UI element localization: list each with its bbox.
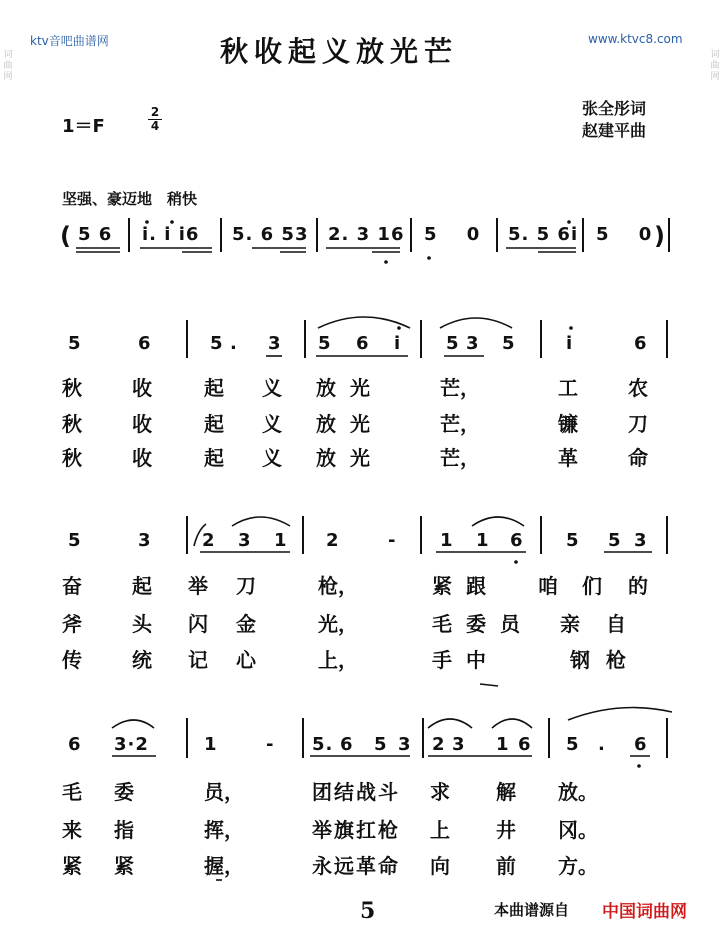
- note: 5: [68, 333, 82, 354]
- lyric: 上: [430, 818, 450, 842]
- note: 6: [634, 333, 648, 354]
- lyric: 起: [204, 412, 224, 436]
- lyric: 枪: [378, 818, 398, 842]
- lyric: 手: [432, 648, 452, 672]
- lyric: 来: [62, 818, 82, 842]
- lyric: 义: [262, 376, 282, 400]
- lyric: 的: [628, 574, 648, 598]
- lyric: 光: [350, 376, 370, 400]
- note: 5: [318, 333, 332, 354]
- note: 2: [432, 734, 446, 755]
- note: 3: [138, 530, 152, 551]
- source-site-link[interactable]: 中国词曲网: [602, 902, 687, 922]
- slur: [472, 517, 524, 526]
- slur: [428, 719, 472, 728]
- lyric: 井: [496, 818, 516, 842]
- lyric: 刀: [628, 412, 648, 436]
- octave-dot: [170, 220, 174, 224]
- lyric: 扛: [356, 818, 376, 842]
- lyric: 放: [316, 412, 336, 436]
- side-watermark-left: 词曲网: [3, 50, 13, 82]
- lyric: 放: [316, 376, 336, 400]
- lyric: 委: [114, 780, 134, 804]
- lyric: 远: [334, 854, 354, 878]
- lyric: 永: [312, 854, 332, 878]
- lyric: 统: [132, 648, 152, 672]
- lyric: 刀: [236, 574, 256, 598]
- note: 1: [274, 530, 288, 551]
- lyric: 举: [312, 818, 332, 842]
- lyric: 奋: [62, 574, 82, 598]
- note: 1: [204, 734, 218, 755]
- octave-dot: [637, 764, 641, 768]
- page-number: 5: [360, 898, 376, 924]
- octave-dot: [145, 220, 149, 224]
- slur: [568, 708, 672, 721]
- lyric: 义: [262, 446, 282, 470]
- note: 3: [238, 530, 252, 551]
- lyric: 心: [236, 648, 256, 672]
- lyric: 头: [132, 612, 152, 636]
- lyric: 枪，: [318, 574, 358, 598]
- note: 6: [68, 734, 82, 755]
- lyric: 枪: [606, 648, 626, 672]
- note: i: [566, 333, 574, 354]
- octave-dot: [567, 220, 571, 224]
- intro-measure-5: 5 0: [424, 224, 481, 245]
- lyric: 闪: [188, 612, 208, 636]
- composer: 赵建平曲: [582, 121, 647, 140]
- lyric: 咱: [538, 574, 558, 598]
- slur: [112, 720, 154, 728]
- lyric: 紧: [432, 574, 452, 598]
- time-numerator: 2: [148, 106, 162, 120]
- lyric: 指: [114, 818, 134, 842]
- lyric: 义: [262, 412, 282, 436]
- lyric: 革: [356, 854, 376, 878]
- note: 6: [356, 333, 370, 354]
- lyric: 钢: [570, 648, 590, 672]
- lyric: 收: [132, 412, 152, 436]
- lyric: 镰: [558, 412, 578, 436]
- lyric: 员: [500, 612, 520, 636]
- lyric: 光，: [318, 612, 358, 636]
- lyric: 命: [378, 854, 398, 878]
- lyric: 解: [496, 780, 516, 804]
- lyric: 求: [430, 780, 450, 804]
- lyricist: 张全彤词: [582, 99, 647, 118]
- intro-close-paren: ): [654, 222, 666, 250]
- lyric: 起: [204, 376, 224, 400]
- lyric: 跟: [466, 574, 486, 598]
- intro-measure-4: 2. 3 16: [328, 224, 405, 245]
- slur: [440, 318, 512, 328]
- lyric: 握，: [204, 854, 244, 878]
- note: i: [394, 333, 402, 354]
- lyric: 紧: [114, 854, 134, 878]
- watermark-left: ktv音吧曲谱网: [30, 34, 109, 48]
- lyric: 自: [606, 612, 626, 636]
- octave-dot: [514, 560, 518, 564]
- slur: [232, 517, 290, 526]
- side-watermark-right: 词曲网: [710, 50, 720, 82]
- lyric: 斧: [62, 612, 82, 636]
- lyric: 员，: [204, 780, 244, 804]
- lyric: 收: [132, 376, 152, 400]
- lyric: 向: [430, 854, 450, 878]
- intro-measure-6: 5. 5 6i: [508, 224, 579, 245]
- lyric: 委: [466, 612, 486, 636]
- note: 3: [268, 333, 282, 354]
- octave-dot: [397, 326, 401, 330]
- lyric: 农: [628, 376, 648, 400]
- note: 3: [398, 734, 412, 755]
- intro-measure-3: 5. 6 53: [232, 224, 309, 245]
- lyric: 前: [496, 854, 516, 878]
- watermark-right: www.ktvc8.com: [588, 32, 683, 46]
- tempo-marking: 坚强、豪迈地 稍快: [62, 190, 198, 208]
- lyric: 冈。: [558, 818, 598, 842]
- note: .: [230, 333, 238, 354]
- lyric: 传: [62, 648, 82, 672]
- lyric: 秋: [62, 412, 82, 436]
- lyric: 斗: [378, 780, 398, 804]
- lyric: 结: [334, 780, 354, 804]
- lyric: 上，: [318, 648, 358, 672]
- note: 5: [210, 333, 224, 354]
- lyric: 中: [466, 648, 486, 672]
- lyric: 记: [188, 648, 208, 672]
- note: 3·2: [114, 734, 149, 755]
- note: 6: [518, 734, 532, 755]
- note: 1: [496, 734, 510, 755]
- octave-dot: [384, 260, 388, 264]
- note: 5: [68, 530, 82, 551]
- lyric: 秋: [62, 446, 82, 470]
- lyric: 收: [132, 446, 152, 470]
- note: 1: [440, 530, 454, 551]
- note: 2: [202, 530, 216, 551]
- note: -: [388, 530, 397, 551]
- intro-measure-7: 5 0: [596, 224, 653, 245]
- song-title: 秋收起义放光芒: [220, 35, 459, 68]
- slur: [194, 524, 206, 546]
- note: 5: [566, 530, 580, 551]
- note: 2: [326, 530, 340, 551]
- lyric: 旗: [334, 818, 354, 842]
- note: 6: [510, 530, 524, 551]
- slur: [492, 719, 532, 728]
- lyric: 光: [350, 412, 370, 436]
- lyric: 毛: [432, 612, 452, 636]
- lyric: 方。: [558, 854, 598, 878]
- source-label: 本曲谱源自: [494, 901, 570, 919]
- lyric: 紧: [62, 854, 82, 878]
- lyric: 亲: [560, 612, 580, 636]
- note: 5: [608, 530, 622, 551]
- lyric: 起: [204, 446, 224, 470]
- lyric: 起: [132, 574, 152, 598]
- lyric: 举: [188, 574, 208, 598]
- lyric: 革: [558, 446, 578, 470]
- note: 1: [476, 530, 490, 551]
- octave-dot: [427, 256, 431, 260]
- intro-measure-2: i. i i6: [142, 224, 200, 245]
- lyric: 秋: [62, 376, 82, 400]
- note: 3: [452, 734, 466, 755]
- note: 5: [502, 333, 516, 354]
- lyric: 金: [236, 612, 256, 636]
- note: 5: [566, 734, 580, 755]
- lyric: 芒，: [440, 446, 480, 470]
- note: 3: [634, 530, 648, 551]
- key-signature: 1＝F: [62, 116, 105, 137]
- lyric: 战: [356, 780, 376, 804]
- note: 6: [138, 333, 152, 354]
- note: 5: [374, 734, 388, 755]
- note: .: [598, 734, 606, 755]
- lyric: 毛: [62, 780, 82, 804]
- lyric: 放。: [558, 780, 598, 804]
- note: 3: [466, 333, 480, 354]
- lyric: 芒，: [440, 412, 480, 436]
- lyric: 芒，: [440, 376, 480, 400]
- lyric: 命: [628, 446, 648, 470]
- lyric: 光: [350, 446, 370, 470]
- note: 5: [446, 333, 460, 354]
- lyric: 工: [558, 376, 578, 400]
- lyric: 团: [312, 780, 332, 804]
- note: -: [266, 734, 275, 755]
- dash-mark: [480, 684, 498, 686]
- slur: [318, 317, 410, 328]
- note: 5.: [312, 734, 334, 755]
- lyric: 放: [316, 446, 336, 470]
- intro-measure-1: 5 6: [78, 224, 113, 245]
- lyric: 们: [582, 574, 602, 598]
- note: 6: [634, 734, 648, 755]
- octave-dot: [569, 326, 573, 330]
- time-denominator: 4: [150, 119, 160, 133]
- lyric: 挥，: [204, 818, 244, 842]
- note: 6: [340, 734, 354, 755]
- intro-open-paren: (: [60, 222, 72, 250]
